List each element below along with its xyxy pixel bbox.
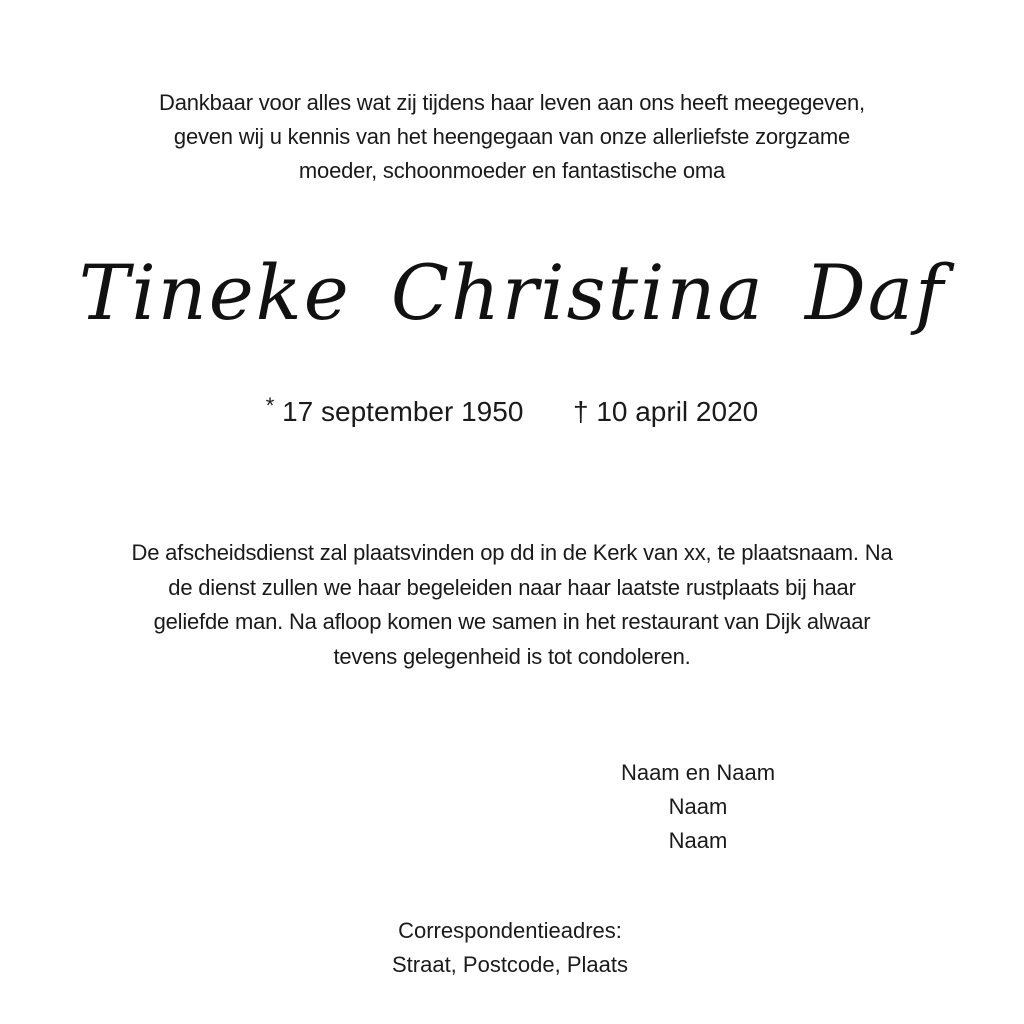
service-line: geliefde man. Na afloop komen we samen in het restaurant van Dijk alwaar <box>153 609 871 634</box>
service-text <box>70 536 954 674</box>
intro-line: geven wij u kennis van het heengegaan van onze allerliefste zorgzame <box>173 124 851 149</box>
signatures <box>560 756 836 858</box>
intro-line: Dankbaar voor alles wat zij tijdens haar leven aan ons heeft meegegeven, <box>159 90 865 115</box>
birth-date: 17 september 1950 <box>282 396 524 427</box>
service-line: de dienst zullen we haar begeleiden naar haar laatste rustplaats bij haar <box>168 574 856 600</box>
death-symbol: † <box>572 396 589 427</box>
service-line: De afscheidsdienst zal plaatsvinden op dd in de Kerk van xx, te plaatsnaam. Na <box>131 540 893 565</box>
signature-line: Naam <box>668 794 728 819</box>
address-label: Correspondentieadres: <box>398 918 622 943</box>
death-date: 10 april 2020 <box>596 396 759 427</box>
service-line: tevens gelegenheid is tot condoleren. <box>333 643 691 669</box>
birth-symbol: * <box>265 393 275 418</box>
correspondence-address <box>360 914 660 982</box>
signature-line: Naam en Naam <box>620 760 776 785</box>
intro-line: moeder, schoonmoeder en fantastische oma <box>298 158 726 183</box>
life-dates <box>0 386 1024 432</box>
intro-text <box>60 86 964 188</box>
deceased-name: Tineke Christina Daf <box>78 248 946 337</box>
signature-line: Naam <box>668 828 728 853</box>
address-value: Straat, Postcode, Plaats <box>391 952 629 977</box>
